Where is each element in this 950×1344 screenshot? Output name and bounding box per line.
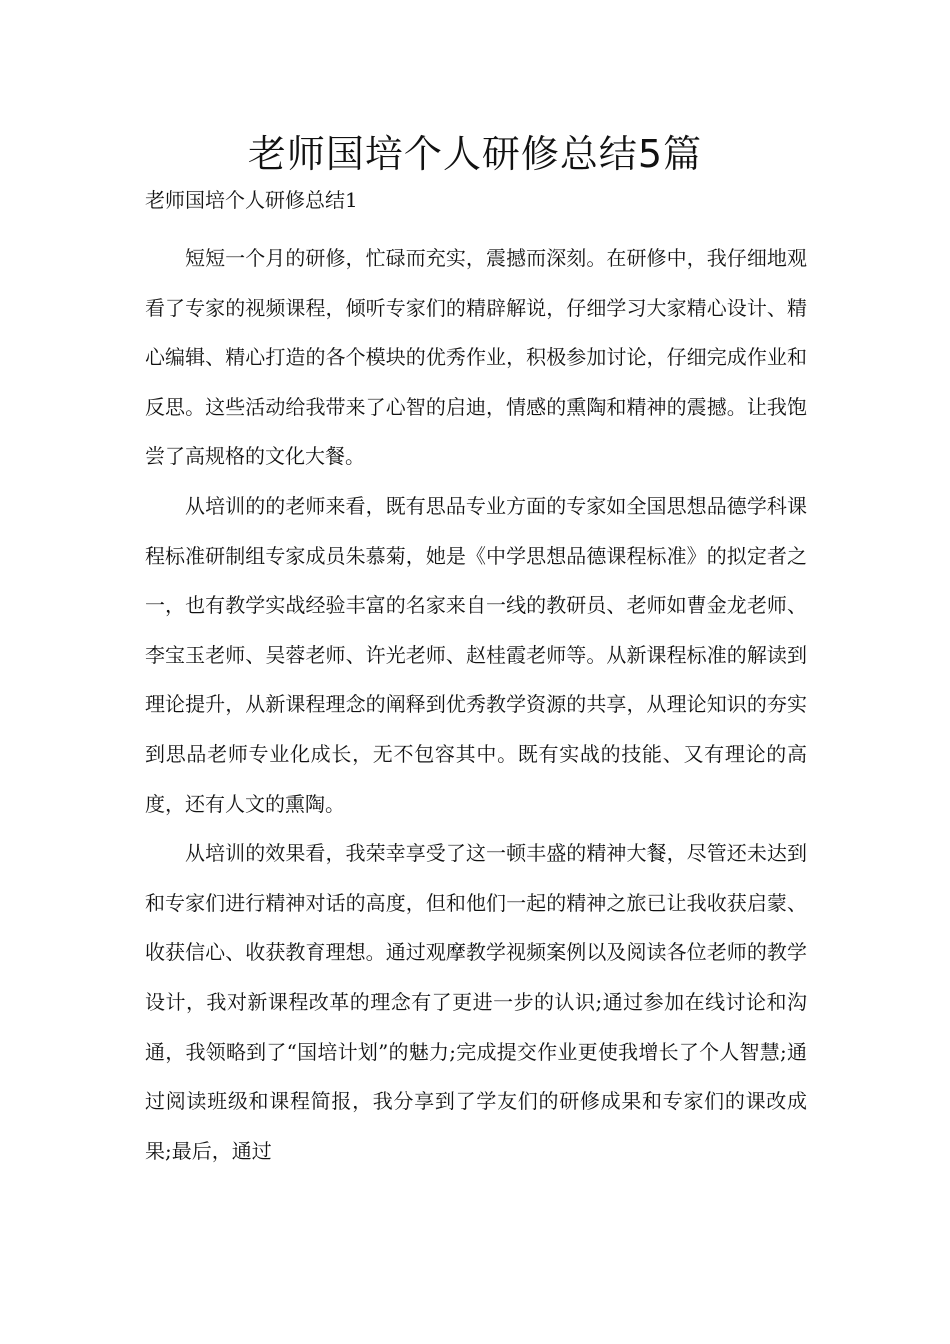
paragraph-1: 短短一个月的研修，忙碌而充实，震撼而深刻。在研修中，我仔细地观看了专家的视频课程，倾听专家们的精辟解说，仔细学习大家精心设计、精心编辑、精心打造的各个模块的优秀作业，积极参加讨论，仔细完成作业和反思。这些活动给我带来了心智的启迪，情感的熏陶和精神的震撼。让我饱尝了高规格的文化大餐。 — [145, 246, 807, 469]
paragraph-3: 从培训的效果看，我荣幸享受了这一顿丰盛的精神大餐，尽管还未达到和专家们进行精神对话的高度，但和他们一起的精神之旅已让我收获启蒙、收获信心、收获教育理想。通过观摩教学视频案例以及阅读各位老师的教学设计，我对新课程改革的理念有了更进一步的认识;通过参加在线讨论和沟通，我领略到了“国培计划”的魅力;完成提交作业更使我增长了个人智慧;通过阅读班级和课程简报，我分享到了学友们的研修成果和专家们的课改成果;最后，通过 — [145, 841, 807, 1163]
paragraph-2: 从培训的的老师来看，既有思品专业方面的专家如全国思想品德学科课程标准研制组专家成员朱慕菊，她是《中学思想品德课程标准》的拟定者之一，也有教学实战经验丰富的名家来自一线的教研员、老师如曹金龙老师、李宝玉老师、吴蓉老师、许光老师、赵桂霞老师等。从新课程标准的解读到理论提升，从新课程理念的阐释到优秀教学资源的共享，从理论知识的夯实到思品老师专业化成长，无不包容其中。既有实战的技能、又有理论的高度，还有人文的熏陶。 — [145, 493, 807, 816]
document-title: 老师国培个人研修总结5篇 — [247, 132, 703, 176]
document-body — [145, 234, 807, 1176]
section-heading: 老师国培个人研修总结1 — [145, 188, 358, 212]
